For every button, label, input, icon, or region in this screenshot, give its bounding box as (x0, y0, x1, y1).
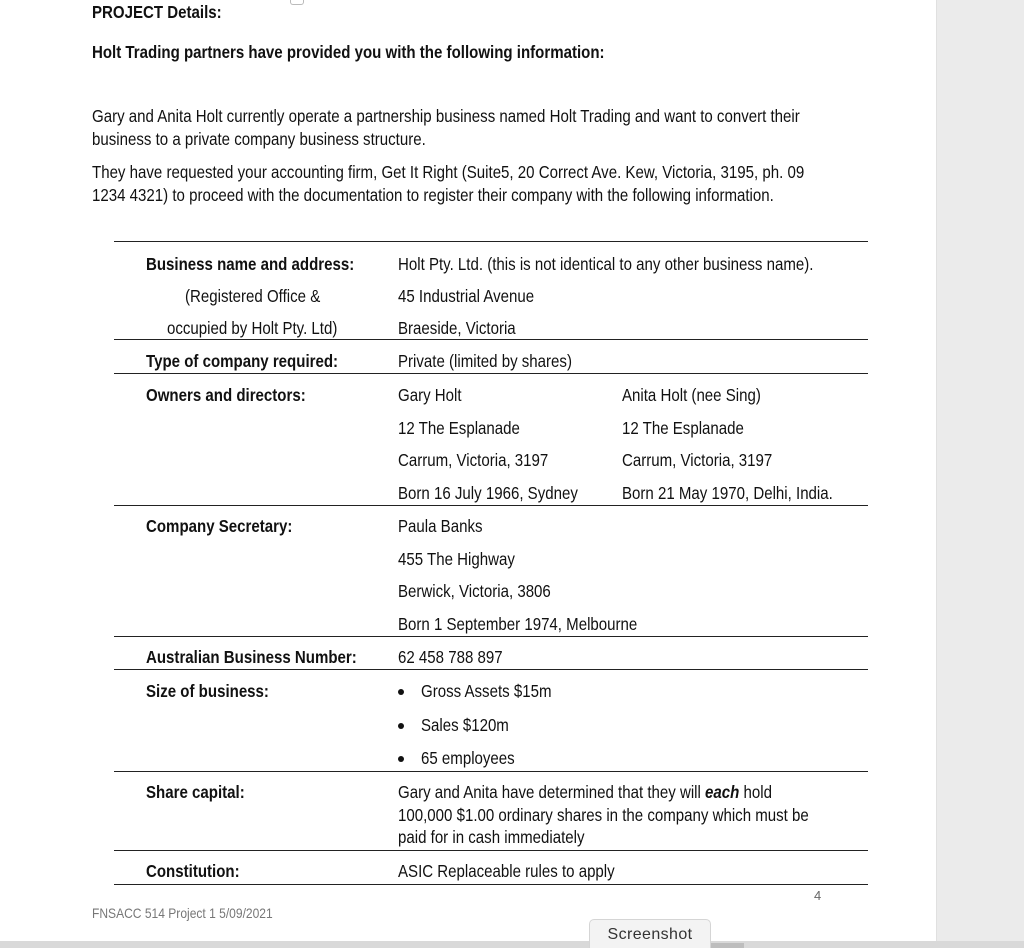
table-rule (114, 373, 868, 374)
paragraph-2-line-1: They have requested your accounting firm, Get It Right (Suite5, 20 Correct Ave. Kew, Victoria, 3195, ph. 09 (92, 162, 805, 182)
director-1-line: Carrum, Victoria, 3197 (398, 450, 549, 470)
size-bullet-item: Gross Assets $15m (421, 681, 552, 701)
intro-heading: Holt Trading partners have provided you with the following information: (92, 42, 605, 62)
horizontal-scrollbar[interactable] (0, 941, 1024, 948)
size-label: Size of business: (146, 681, 269, 701)
secretary-line: Born 1 September 1974, Melbourne (398, 614, 638, 634)
emphasis-each: each (705, 782, 740, 802)
paragraph-1-line-2: business to a private company business structure. (92, 129, 426, 149)
page-top-marker (290, 0, 304, 5)
business-name-label: Business name and address: (146, 254, 355, 274)
director-1-line: Born 16 July 1966, Sydney (398, 483, 578, 503)
table-rule (114, 771, 868, 772)
table-rule-top (114, 241, 868, 242)
share-capital-value: Gary and Anita have determined that they will each hold 100,000 $1.00 ordinary shares in the company which must be paid for in cash immediately (398, 782, 809, 847)
bullet-icon (398, 756, 404, 762)
director-1-line: 12 The Esplanade (398, 418, 520, 438)
table-rule (114, 636, 868, 637)
business-name-label-note: occupied by Holt Pty. Ltd) (167, 318, 338, 338)
table-rule (114, 505, 868, 506)
table-rule (114, 669, 868, 670)
secretary-label: Company Secretary: (146, 516, 293, 536)
paragraph-1-line-1: Gary and Anita Holt currently operate a partnership business named Holt Trading and want to convert their (92, 106, 800, 126)
document-footer: FNSACC 514 Project 1 5/09/2021 (92, 905, 273, 921)
director-1-line: Gary Holt (398, 385, 462, 405)
secretary-line: Paula Banks (398, 516, 483, 536)
table-rule-bottom (114, 884, 868, 885)
secretary-line: Berwick, Victoria, 3806 (398, 581, 551, 601)
constitution-label: Constitution: (146, 861, 240, 881)
page-number: 4 (814, 888, 822, 903)
owners-label: Owners and directors: (146, 385, 306, 405)
table-rule (114, 339, 868, 340)
director-2-line: 12 The Esplanade (622, 418, 744, 438)
secretary-line: 455 The Highway (398, 549, 515, 569)
project-heading: PROJECT Details: (92, 2, 222, 22)
share-capital-label: Share capital: (146, 782, 245, 802)
constitution-value: ASIC Replaceable rules to apply (398, 861, 615, 881)
size-bullet-item: Sales $120m (421, 715, 509, 735)
business-address-line: Braeside, Victoria (398, 318, 516, 338)
paragraph-2-line-2: 1234 4321) to proceed with the documentation to register their company with the following information. (92, 185, 774, 205)
director-2-line: Carrum, Victoria, 3197 (622, 450, 773, 470)
company-type-label: Type of company required: (146, 351, 339, 371)
screenshot-button[interactable]: Screenshot (589, 919, 711, 948)
director-2-line: Born 21 May 1970, Delhi, India. (622, 483, 833, 503)
abn-label: Australian Business Number: (146, 647, 357, 667)
business-address-line: 45 Industrial Avenue (398, 286, 535, 306)
director-2-line: Anita Holt (nee Sing) (622, 385, 761, 405)
bullet-icon (398, 689, 404, 695)
size-bullet-item: 65 employees (421, 748, 515, 768)
business-name-value: Holt Pty. Ltd. (this is not identical to any other business name). (398, 254, 814, 274)
abn-value: 62 458 788 897 (398, 647, 503, 667)
company-type-value: Private (limited by shares) (398, 351, 572, 371)
business-name-label-note: (Registered Office & (185, 286, 321, 306)
bullet-icon (398, 723, 404, 729)
viewer-gutter (936, 0, 1024, 948)
table-rule (114, 850, 868, 851)
